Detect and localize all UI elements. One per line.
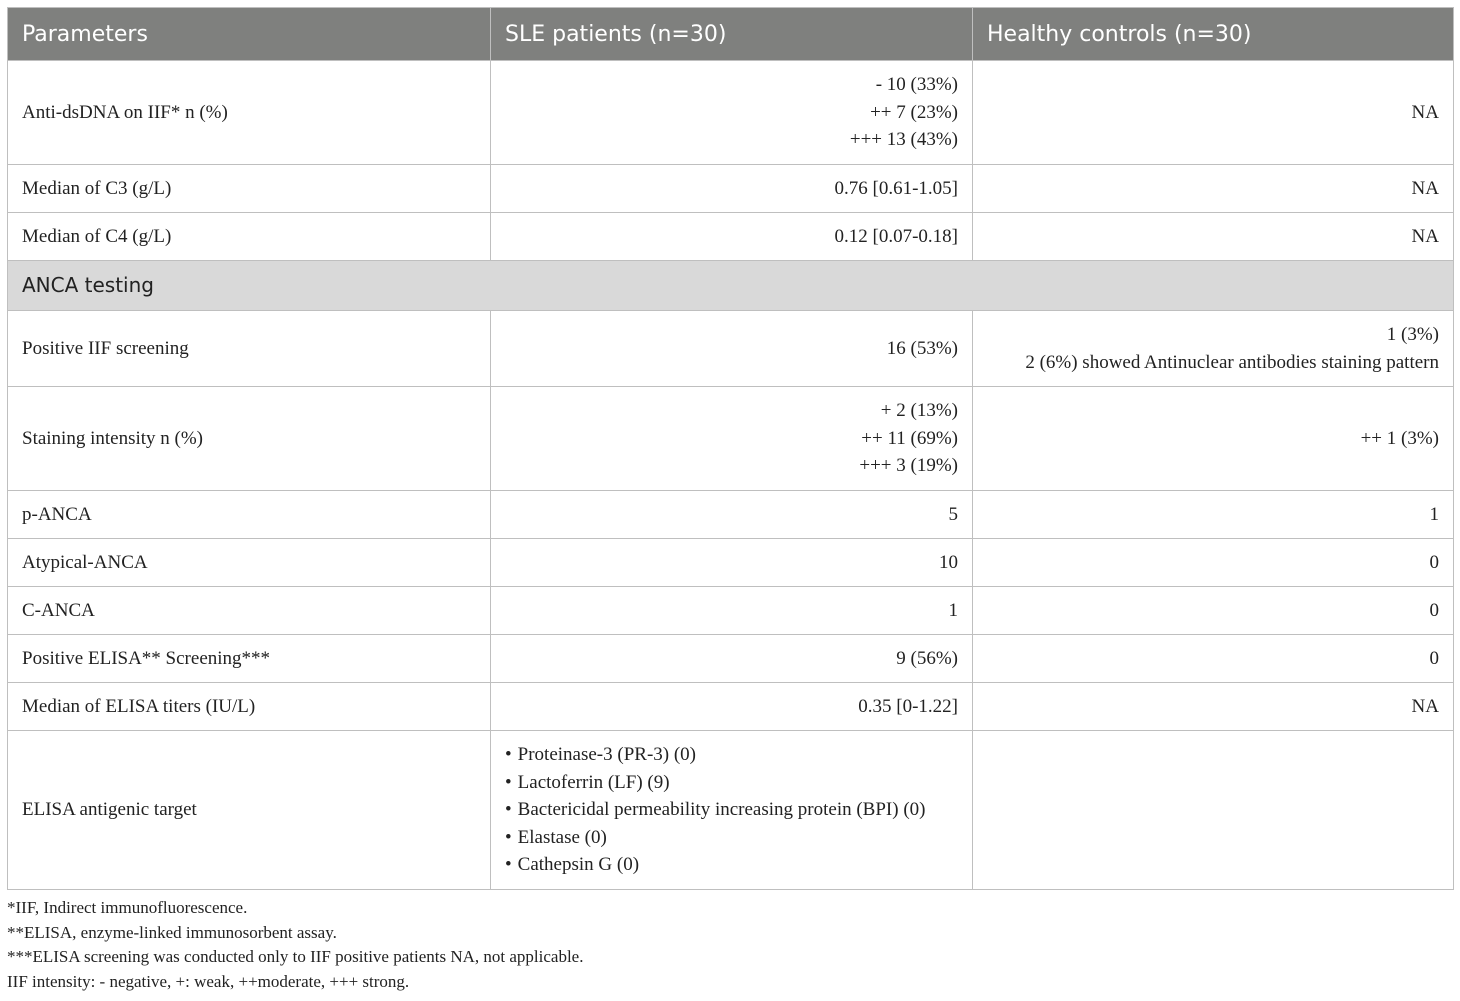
sle-value: 0.12 [0.07-0.18] — [491, 213, 973, 261]
hc-value — [973, 731, 1454, 890]
sle-value: 0.35 [0-1.22] — [491, 683, 973, 731]
table-row-p-anca — [8, 491, 1454, 539]
table-row-elisa-titers — [8, 683, 1454, 731]
hc-value: 0 — [973, 587, 1454, 635]
hc-value — [973, 311, 1454, 387]
list-item: • Lactoferrin (LF) (9) — [505, 769, 958, 797]
header-healthy-controls: Healthy controls (n=30) — [973, 8, 1454, 61]
table-row-positive-iif — [8, 311, 1454, 387]
row-label: ELISA antigenic target — [8, 731, 491, 890]
footnotes — [7, 896, 583, 994]
row-label: p-ANCA — [8, 491, 491, 539]
row-label: Staining intensity n (%) — [8, 387, 491, 491]
row-label: Atypical-ANCA — [8, 539, 491, 587]
hc-value: 0 — [973, 635, 1454, 683]
footnote-iif-intensity: IIF intensity: - negative, +: weak, ++moderate, +++ strong. — [7, 971, 410, 991]
sle-value — [491, 387, 973, 491]
table-row-c-anca — [8, 587, 1454, 635]
sle-value: 10 — [491, 539, 973, 587]
sle-value — [491, 731, 973, 890]
hc-value: 0 — [973, 539, 1454, 587]
footnote-iif: *IIF, Indirect immunofluorescence. — [7, 898, 248, 917]
sle-value: 5 — [491, 491, 973, 539]
results-table — [7, 7, 1454, 890]
row-label: Median of C3 (g/L) — [8, 165, 491, 213]
list-item: • Elastase (0) — [505, 824, 958, 852]
hc-value: NA — [973, 165, 1454, 213]
value-line: ++ 11 (69%) — [861, 427, 958, 449]
table-row-atypical-anca — [8, 539, 1454, 587]
table-row-c3 — [8, 165, 1454, 213]
list-item: • Cathepsin G (0) — [505, 851, 958, 879]
value-line: + 2 (13%) — [880, 400, 958, 422]
value-line: +++ 3 (19%) — [859, 455, 958, 477]
list-item: • Proteinase-3 (PR-3) (0) — [505, 741, 958, 769]
row-label: Median of C4 (g/L) — [8, 213, 491, 261]
footnote-elisa-screening: ***ELISA screening was conducted only to IIF positive patients NA, not applicable. — [7, 947, 584, 966]
table-row-staining-intensity — [8, 387, 1454, 491]
value-line: ++ 7 (23%) — [870, 101, 958, 123]
header-parameters: Parameters — [8, 8, 491, 61]
sle-value: 9 (56%) — [491, 635, 973, 683]
table-row-positive-elisa — [8, 635, 1454, 683]
hc-value: 1 — [973, 491, 1454, 539]
list-item: • Bactericidal permeability increasing protein (BPI) (0) — [505, 796, 958, 824]
sle-value: 16 (53%) — [491, 311, 973, 387]
section-title: ANCA testing — [8, 261, 1454, 311]
table-row-c4 — [8, 213, 1454, 261]
row-label: Positive IIF screening — [8, 311, 491, 387]
row-label: Median of ELISA titers (IU/L) — [8, 683, 491, 731]
hc-value: NA — [973, 213, 1454, 261]
footnote-elisa: **ELISA, enzyme-linked immunosorbent assay. — [7, 922, 337, 942]
sle-value — [491, 61, 973, 165]
hc-value: NA — [973, 683, 1454, 731]
value-line: 1 (3%) — [1386, 324, 1439, 345]
hc-value: ++ 1 (3%) — [973, 387, 1454, 491]
sle-value: 1 — [491, 587, 973, 635]
value-line: +++ 13 (43%) — [849, 129, 958, 151]
hc-value: NA — [973, 61, 1454, 165]
header-sle-patients: SLE patients (n=30) — [491, 8, 973, 61]
header-row — [8, 8, 1454, 61]
row-label: Positive ELISA** Screening*** — [8, 635, 491, 683]
section-row-anca-testing — [8, 261, 1454, 311]
sle-value: 0.76 [0.61-1.05] — [491, 165, 973, 213]
value-line: - 10 (33%) — [875, 74, 958, 96]
row-label: C-ANCA — [8, 587, 491, 635]
row-label: Anti-dsDNA on IIF* n (%) — [8, 61, 491, 165]
antigen-list — [505, 741, 958, 879]
table-row-anti-dsdna — [8, 61, 1454, 165]
value-line: 2 (6%) showed Antinuclear antibodies staining pattern — [1025, 351, 1439, 373]
table-row-elisa-target — [8, 731, 1454, 890]
